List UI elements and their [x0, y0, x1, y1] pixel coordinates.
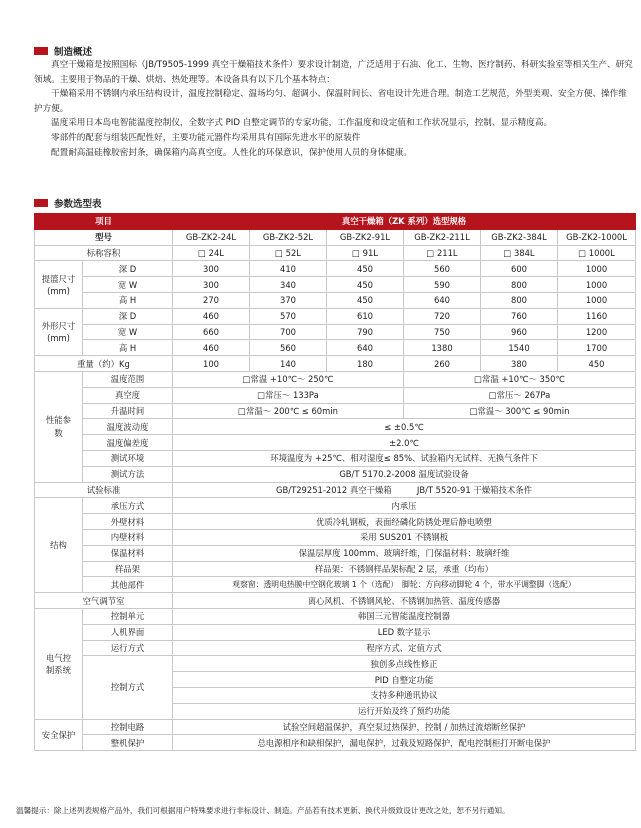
- spec-table: [34, 213, 636, 751]
- value-cell: 300: [173, 277, 250, 293]
- group-label: 结构: [35, 498, 83, 593]
- dim-label: 宽 W: [83, 324, 173, 340]
- capacity-cell: □ 211L: [404, 245, 481, 261]
- param-label: 升温时间: [83, 403, 173, 419]
- value-cell: 750: [404, 324, 481, 340]
- param-label: 外壁材料: [83, 514, 173, 530]
- intro-text: [34, 58, 634, 160]
- param-value: ±2.0℃: [173, 435, 636, 451]
- param-value: 韩国三元智能温度控制器: [173, 608, 636, 624]
- value-cell: 460: [173, 340, 250, 356]
- value-cell: 1700: [558, 340, 636, 356]
- table-row: [35, 577, 636, 593]
- dim-label: 高 H: [83, 340, 173, 356]
- value-cell: 790: [327, 324, 404, 340]
- param-value: □常压～ 267Pa: [404, 387, 636, 403]
- model-cell: GB-ZK2-91L: [327, 229, 404, 245]
- param-value: PID 自整定功能: [173, 672, 636, 688]
- table-row: [35, 466, 636, 482]
- table-row: [35, 292, 636, 308]
- param-value: 离心风机、不锈钢风轮、不锈钢加热管、温度传感器: [173, 593, 636, 609]
- value-cell: 450: [327, 261, 404, 277]
- param-label: 其他部件: [83, 577, 173, 593]
- value-cell: 450: [327, 292, 404, 308]
- table-row: [35, 561, 636, 577]
- param-value: 采用 SUS201 不锈钢板: [173, 529, 636, 545]
- capacity-cell: □ 1000L: [558, 245, 636, 261]
- row-label: 型号: [35, 229, 173, 245]
- value-cell: 300: [173, 261, 250, 277]
- model-cell: GB-ZK2-211L: [404, 229, 481, 245]
- value-cell: 1000: [558, 261, 636, 277]
- param-label: 内壁材料: [83, 529, 173, 545]
- param-label: 控制方式: [83, 656, 173, 719]
- param-value: 优质冷轧钢板，表面经磷化防锈处理后静电喷塑: [173, 514, 636, 530]
- value-cell: 700: [250, 324, 327, 340]
- param-label: 样品架: [83, 561, 173, 577]
- table-row: [35, 340, 636, 356]
- value-cell: 260: [404, 356, 481, 372]
- param-value: 环境温度为 +25℃、相对湿度≤ 85%、试验箱内无试样、无换气条件下: [173, 450, 636, 466]
- param-value: □常温 +10℃～ 250℃: [173, 371, 404, 387]
- param-label: 真空度: [83, 387, 173, 403]
- value-cell: 370: [250, 292, 327, 308]
- param-value: □常温～ 200℃ ≤ 60min: [173, 403, 404, 419]
- model-cell: GB-ZK2-24L: [173, 229, 250, 245]
- table-row: [35, 514, 636, 530]
- table-row: [35, 719, 636, 735]
- red-bar-icon: [34, 199, 48, 207]
- value-cell: 1000: [558, 277, 636, 293]
- section-overview-header: [34, 44, 92, 58]
- param-value: 样品架：不锈钢样品架标配 2 层，承重（均布）: [173, 561, 636, 577]
- value-cell: 1540: [481, 340, 558, 356]
- model-cell: GB-ZK2-52L: [250, 229, 327, 245]
- value-cell: 270: [173, 292, 250, 308]
- model-cell: GB-ZK2-1000L: [558, 229, 636, 245]
- param-label: 温度范围: [83, 371, 173, 387]
- param-value: 观察窗：透明电热膜中空钢化玻璃 1 个（选配） 脚轮：方向移动脚轮 4 个，带水平调整脚（选配）: [173, 577, 636, 593]
- row-label: 空气调节室: [35, 593, 173, 609]
- header-title: 真空干燥箱（ZK 系列）选型规格: [173, 214, 636, 230]
- dim-label: 深 D: [83, 261, 173, 277]
- table-row: [35, 482, 636, 498]
- row-label: 标称容积: [35, 245, 173, 261]
- param-label: 整机保护: [83, 735, 173, 751]
- intro-paragraph: 零部件的配套与组装匹配性好，主要功能元器件均采用具有国际先进水平的原装件: [51, 132, 361, 143]
- param-value: 总电源相序和缺相保护，漏电保护，过载及短路保护，配电控制柜打开断电保护: [173, 735, 636, 751]
- value-cell: 640: [327, 340, 404, 356]
- value-cell: 720: [404, 308, 481, 324]
- dim-label: 高 H: [83, 292, 173, 308]
- dim-label: 宽 W: [83, 277, 173, 293]
- value-cell: 410: [250, 261, 327, 277]
- table-row: [35, 735, 636, 751]
- table-row: [35, 324, 636, 340]
- param-label: 测试环境: [83, 450, 173, 466]
- value-cell: 640: [404, 292, 481, 308]
- param-label: 人机界面: [83, 624, 173, 640]
- group-label: 电气控制系统: [35, 608, 83, 719]
- group-label: 安全保护: [35, 719, 83, 751]
- value-cell: 460: [173, 308, 250, 324]
- table-row: [35, 387, 636, 403]
- model-cell: GB-ZK2-384L: [481, 229, 558, 245]
- param-value: ≤ ±0.5℃: [173, 419, 636, 435]
- param-label: 温度偏差度: [83, 435, 173, 451]
- value-cell: 560: [404, 261, 481, 277]
- value-cell: 380: [481, 356, 558, 372]
- value-cell: 1380: [404, 340, 481, 356]
- param-value: 独创多点线性修正: [173, 656, 636, 672]
- param-value: 程序方式、定值方式: [173, 640, 636, 656]
- value-cell: 140: [250, 356, 327, 372]
- value-cell: 960: [481, 324, 558, 340]
- table-row: [35, 529, 636, 545]
- param-value: 运行开始及终了预约功能: [173, 703, 636, 719]
- table-row: [35, 245, 636, 261]
- intro-paragraph: 配置耐高温硅橡胶密封条，确保箱内高真空度。人性化的环保意识，保护使用人员的身体健康。: [51, 147, 412, 158]
- param-label: 运行方式: [83, 640, 173, 656]
- table-row: [35, 371, 636, 387]
- table-row: [35, 277, 636, 293]
- param-value: GB/T 5170.2-2008 温度试验设备: [173, 466, 636, 482]
- table-row: [35, 498, 636, 514]
- param-label: 控制单元: [83, 608, 173, 624]
- table-row: [35, 435, 636, 451]
- table-row: [35, 545, 636, 561]
- red-bar-icon: [34, 47, 48, 55]
- value-cell: 660: [173, 324, 250, 340]
- header-item: 项目: [35, 214, 173, 230]
- param-value: 试验空间超温保护，真空泵过热保护，控制 / 加热过流熔断丝保护: [173, 719, 636, 735]
- table-row: [35, 640, 636, 656]
- table-row: [35, 403, 636, 419]
- intro-paragraph: 温度采用日本岛电智能温度控制仪，全数字式 PID 自整定调节的专家功能，工作温度和设定值和工作状况显示，控制、显示精度高。: [51, 118, 553, 129]
- row-label: 试验标准: [35, 482, 173, 498]
- value-cell: 570: [250, 308, 327, 324]
- value-cell: 560: [250, 340, 327, 356]
- table-row: [35, 356, 636, 372]
- param-value: □常温 +10℃～ 350℃: [404, 371, 636, 387]
- param-value: 保温层厚度 100mm、玻璃纤维，门保温材料：玻璃纤维: [173, 545, 636, 561]
- capacity-cell: □ 91L: [327, 245, 404, 261]
- value-cell: 1000: [558, 292, 636, 308]
- param-label: 控制电路: [83, 719, 173, 735]
- value-cell: 800: [481, 277, 558, 293]
- value-cell: 610: [327, 308, 404, 324]
- table-header-row: [35, 214, 636, 230]
- table-row: [35, 450, 636, 466]
- param-label: 温度波动度: [83, 419, 173, 435]
- footnote: 温馨提示：除上述列表规格产品外，我们可根据用户特殊要求进行非标设计、制造。产品若有技术更新、换代升级致设计更改之处，恕不另行通知。: [16, 806, 510, 815]
- value-cell: 450: [327, 277, 404, 293]
- value-cell: 600: [481, 261, 558, 277]
- group-label: 外形尺寸 (mm): [35, 308, 83, 355]
- value-cell: 180: [327, 356, 404, 372]
- intro-paragraph: 真空干燥箱是按照国标（JB/T9505-1999 真空干燥箱技术条件）要求设计制造，广泛适用于石油、化工、生物、医疗制药、科研实验室等相关生产、研究领域。主要用于物品的干燥、烘焙、热处理等。本设备具有以下几个基本特点：: [34, 60, 633, 85]
- group-label: 性能参数: [35, 371, 83, 482]
- param-value: □常温～ 300℃ ≤ 90min: [404, 403, 636, 419]
- table-row: [35, 308, 636, 324]
- row-label: 重量（约）Kg: [35, 356, 173, 372]
- table-row: [35, 419, 636, 435]
- table-row: [35, 261, 636, 277]
- param-value: □常压～ 133Pa: [173, 387, 404, 403]
- dim-label: 深 D: [83, 308, 173, 324]
- table-row: [35, 624, 636, 640]
- value-cell: 450: [558, 356, 636, 372]
- param-label: 保温材料: [83, 545, 173, 561]
- value-cell: 590: [404, 277, 481, 293]
- capacity-cell: □ 52L: [250, 245, 327, 261]
- param-label: 承压方式: [83, 498, 173, 514]
- intro-paragraph: 干燥箱采用不锈钢内承压结构设计，温度控制稳定、温场均匀、超调小、保温时间长、省电设计先进合理。制造工艺规范，外型美观、安全方便、操作维护方便。: [34, 89, 627, 114]
- capacity-cell: □ 384L: [481, 245, 558, 261]
- param-value: 支持多种通讯协议: [173, 687, 636, 703]
- section-title: 制造概述: [54, 47, 93, 58]
- value-cell: 760: [481, 308, 558, 324]
- table-row: [35, 656, 636, 672]
- table-row: [35, 229, 636, 245]
- section-specs-header: [34, 196, 102, 210]
- value-cell: 100: [173, 356, 250, 372]
- capacity-cell: □ 24L: [173, 245, 250, 261]
- value-cell: 340: [250, 277, 327, 293]
- section-title: 参数选型表: [54, 199, 102, 210]
- value-cell: 800: [481, 292, 558, 308]
- table-row: [35, 593, 636, 609]
- group-label: 提篮尺寸 (mm): [35, 261, 83, 308]
- param-label: 测试方法: [83, 466, 173, 482]
- value-cell: 1200: [558, 324, 636, 340]
- param-value: GB/T29251-2012 真空干燥箱 JB/T 5520-91 干燥箱技术条件: [173, 482, 636, 498]
- param-value: 内承压: [173, 498, 636, 514]
- value-cell: 1160: [558, 308, 636, 324]
- param-value: LED 数字显示: [173, 624, 636, 640]
- table-row: [35, 608, 636, 624]
